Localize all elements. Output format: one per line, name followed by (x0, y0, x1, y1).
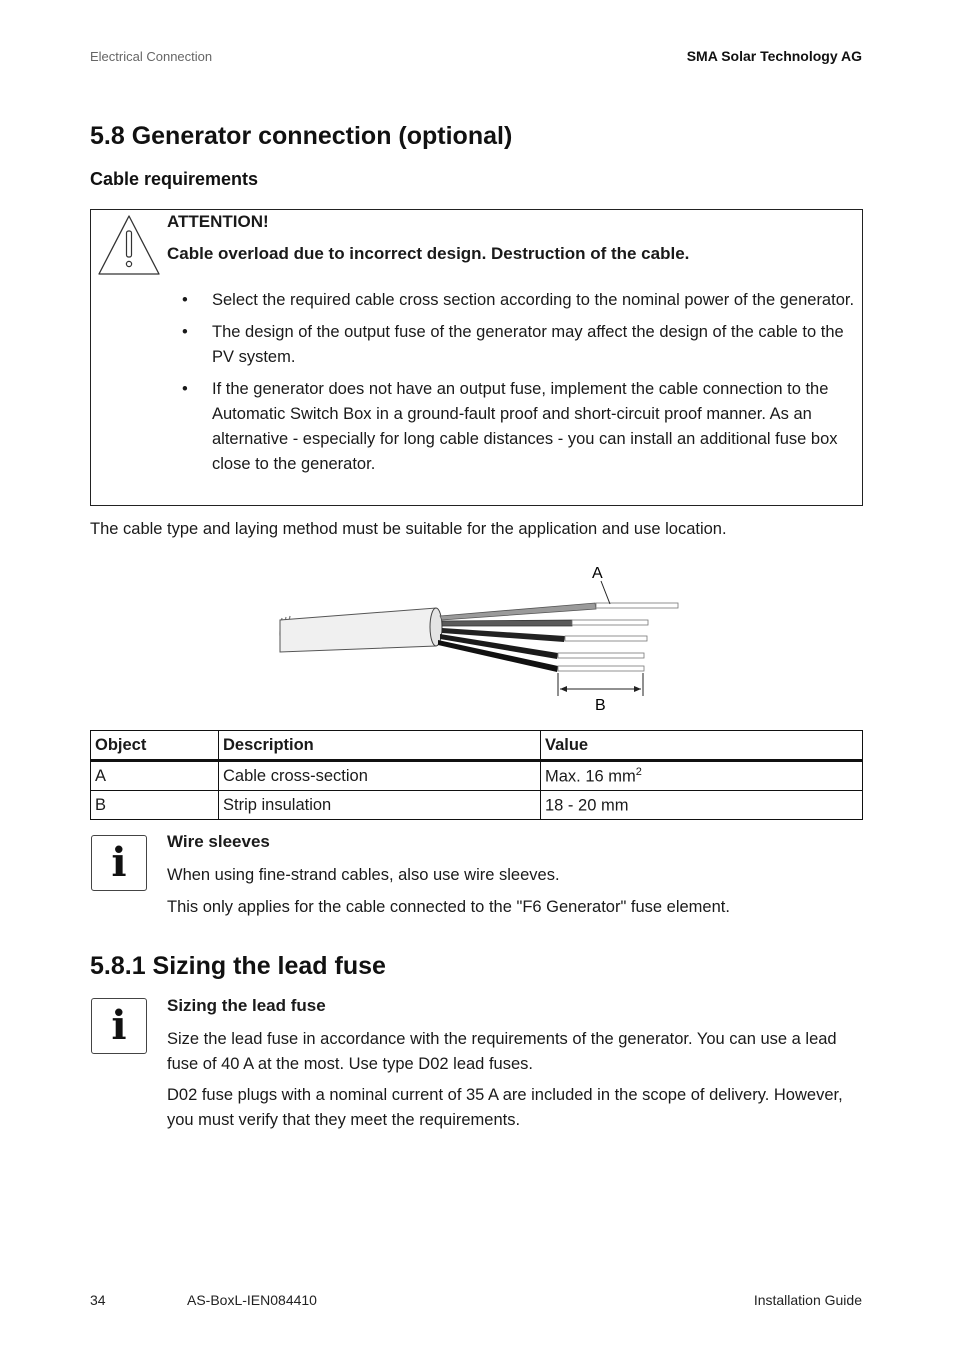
note-lead-fuse-title: Sizing the lead fuse (167, 996, 326, 1015)
figure-label-b: B (595, 697, 606, 714)
cable-note: The cable type and laying method must be suitable for the application and use location. (90, 520, 727, 538)
subheading-cable-requirements: Cable requirements (90, 169, 259, 189)
footer-doc-type: Installation Guide (753, 1292, 862, 1308)
table-cell-object: B (91, 791, 219, 820)
note-wire-sleeves-text: This only applies for the cable connected to the "F6 Generator" fuse element. (167, 898, 730, 916)
note-lead-fuse-text: Size the lead fuse in accordance with the requirements of the generator. You can use a lead fuse of 40 A at the most. Use type D02 lead fuses. (167, 1030, 837, 1073)
table-header: Value (541, 731, 863, 761)
table-header: Description (219, 731, 541, 761)
cable-figure (260, 558, 700, 718)
table-cell-value: Max. 16 $mm^2$ (541, 761, 863, 791)
attention-bullet: • Select the required cable cross section according to the nominal power of the generator. (180, 288, 856, 313)
attention-title: ATTENTION! (167, 212, 269, 231)
note-lead-fuse-text: D02 fuse plugs with a nominal current of 35 A are included in the scope of delivery. However, you must verify that they meet the requirements. (167, 1086, 843, 1129)
table-cell-description: Strip insulation (219, 791, 541, 820)
attention-bullet-list (180, 288, 856, 484)
subsection-title: 5.8.1 Sizing the lead fuse (90, 952, 386, 980)
table-cell-description: Cable cross-section (219, 761, 541, 791)
running-header-section: Electrical Connection (90, 49, 213, 64)
attention-bullet: • The design of the output fuse of the generator may affect the design of the cable to the PV system. (180, 320, 856, 370)
cable-spec-table (90, 730, 863, 820)
table-row (91, 761, 863, 791)
warning-triangle-icon (96, 213, 162, 277)
info-icon: i (91, 998, 147, 1054)
attention-subtitle: Cable overload due to incorrect design. Destruction of the cable. (167, 244, 690, 263)
table-header-row (91, 731, 863, 761)
cable-jacket (280, 608, 442, 652)
footer-page-number: 34 (90, 1292, 106, 1308)
table-cell-value: 18 - 20 mm (541, 791, 863, 820)
footer-doc-id: AS-BoxL-IEN084410 (187, 1292, 317, 1308)
table-cell-object: A (91, 761, 219, 791)
running-header-company: SMA Solar Technology AG (686, 48, 862, 64)
section-title: 5.8 Generator connection (optional) (90, 122, 513, 150)
note-wire-sleeves-title: Wire sleeves (167, 832, 270, 851)
table-header: Object (91, 731, 219, 761)
figure-label-a: A (592, 565, 603, 582)
table-row (91, 791, 863, 820)
note-wire-sleeves-text: When using fine-strand cables, also use wire sleeves. (167, 866, 560, 884)
attention-bullet: • If the generator does not have an output fuse, implement the cable connection to the Automatic Switch Box in a ground-fault proof and short-circuit proof manner. As an alternative - especially for long cable distances - you can install an additional fuse box close to the generator. (180, 377, 856, 477)
info-icon: i (91, 835, 147, 891)
